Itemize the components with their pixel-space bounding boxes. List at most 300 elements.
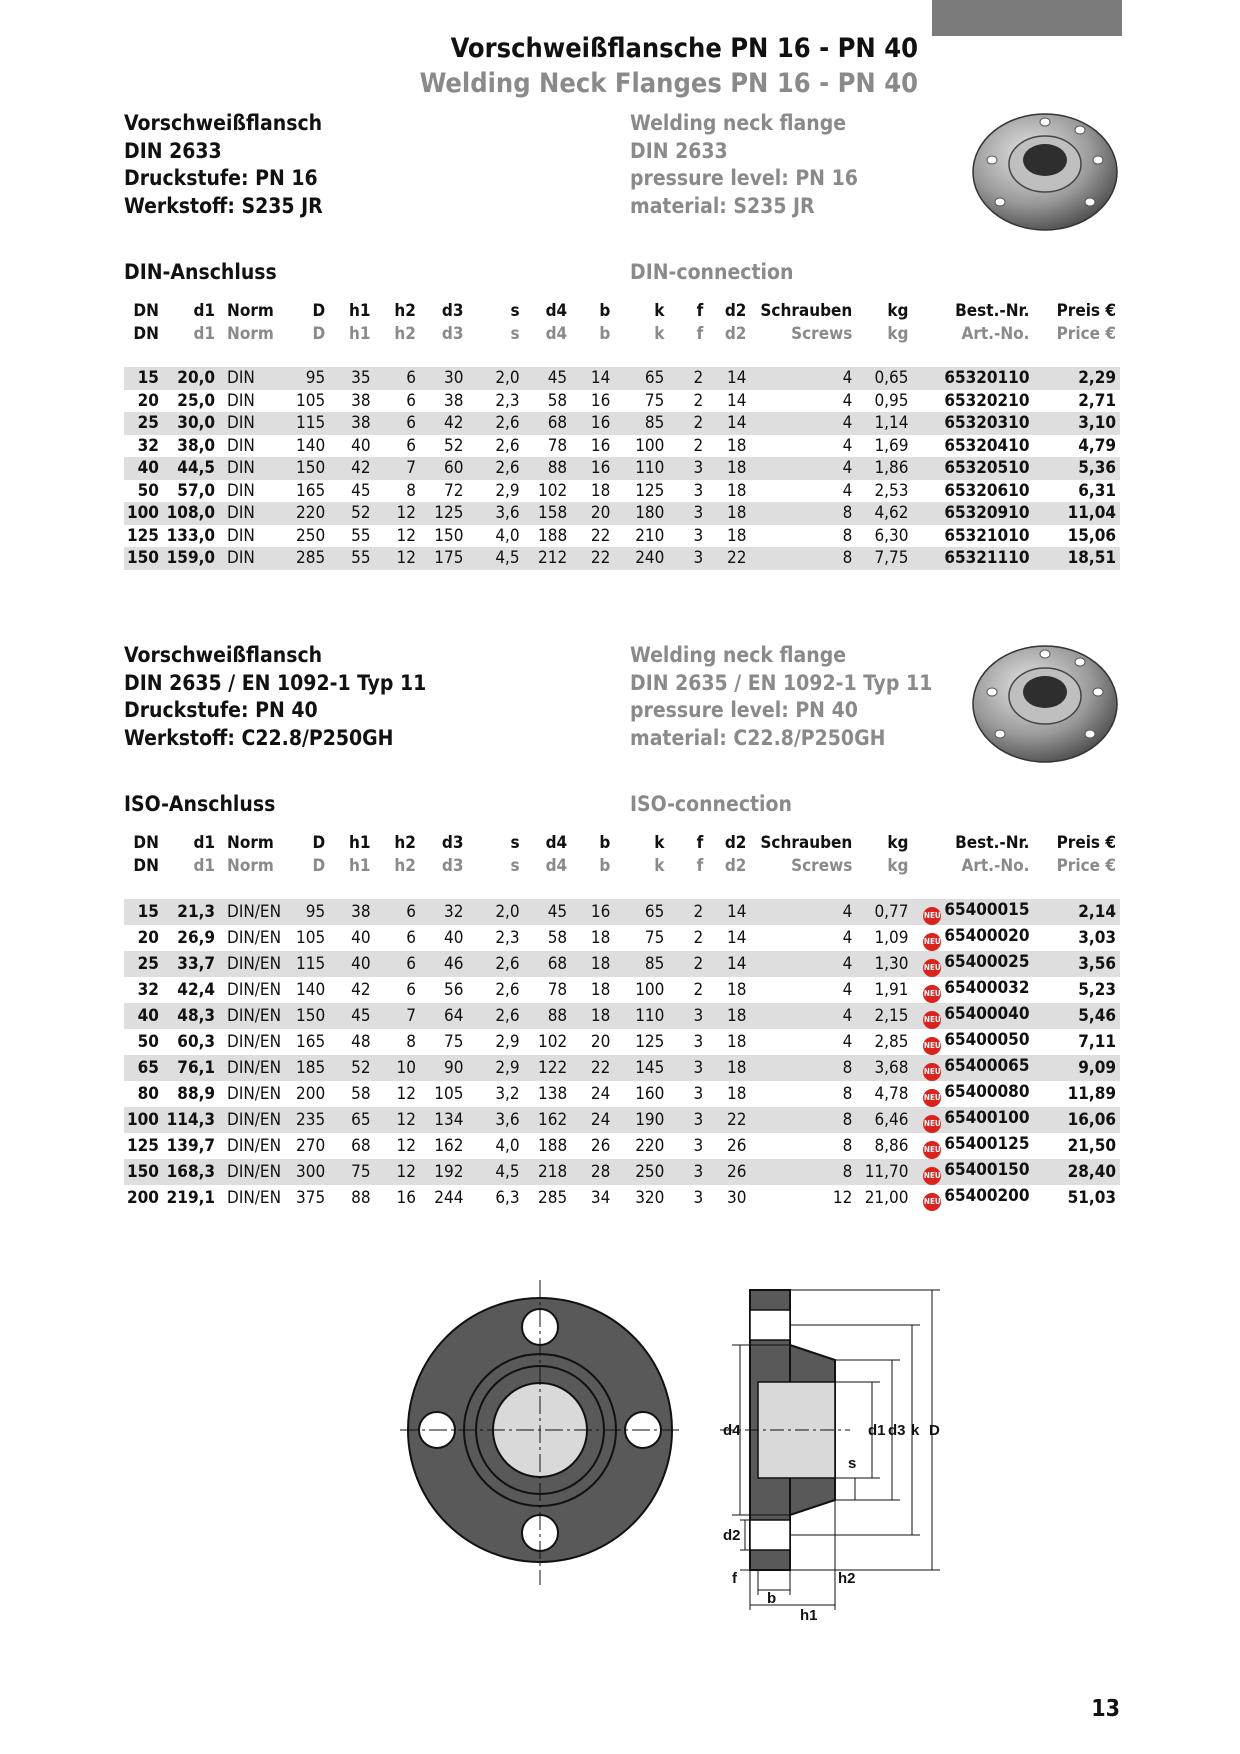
table-cell: 105 (296, 390, 326, 411)
table-cell: 1,09 (874, 927, 909, 948)
col-header: k (654, 855, 665, 876)
table-cell: 4 (750, 367, 856, 390)
table-cell: 15 (124, 899, 163, 925)
col-header: Preis € (1056, 833, 1116, 853)
table-cell: 5,36 (1033, 457, 1120, 480)
table-cell: 4 (842, 435, 853, 456)
table-cell: 18 (726, 1031, 747, 1052)
info-line: material: C22.8/P250GH (630, 725, 886, 750)
col-header: D (312, 323, 326, 344)
table-cell: 44,5 (163, 457, 219, 480)
table-cell: NEU 65400125 (912, 1133, 1033, 1159)
table-body (124, 899, 1120, 1211)
table-cell: 38 (329, 412, 374, 435)
table-cell: 22 (571, 547, 614, 570)
table-cell: 18 (707, 457, 750, 480)
table-cell: 40 (124, 1003, 163, 1029)
table-cell: 18 (726, 435, 747, 456)
section-pn16 (124, 110, 1120, 570)
table-cell: 65321110 (912, 547, 1033, 570)
table-cell: 52 (329, 502, 374, 525)
table-cell: 125 (126, 1135, 159, 1156)
table-cell: 12 (396, 1083, 416, 1104)
table-cell: 88 (524, 1003, 572, 1029)
table-cell: 35 (329, 367, 374, 390)
col-header: s (510, 323, 520, 344)
table-cell: 65 (614, 899, 668, 925)
table-cell: 188 (537, 525, 568, 546)
table-header-de (124, 300, 1120, 323)
table-cell: 162 (524, 1107, 572, 1133)
table-cell: 7,75 (856, 547, 912, 570)
table-cell: 285 (537, 1187, 568, 1208)
table-cell: 140 (296, 435, 326, 456)
table-cell: 16 (571, 899, 614, 925)
table-cell: 150 (124, 547, 163, 570)
table-cell: DIN (219, 547, 295, 570)
table-row (124, 1107, 1120, 1133)
info-line: DIN 2633 (630, 138, 728, 163)
table-cell: 3 (693, 1187, 704, 1208)
table-cell: 14 (726, 927, 747, 948)
table-cell: 85 (614, 412, 668, 435)
col-header: h1 (349, 855, 371, 876)
table-cell: 28,40 (1033, 1159, 1120, 1185)
table-cell: 2 (668, 412, 707, 435)
table-cell: 18 (726, 1083, 747, 1104)
table-cell: 115 (295, 951, 330, 977)
table-cell: 2 (668, 899, 707, 925)
table-cell: 8 (842, 1135, 853, 1156)
table-row (124, 1055, 1120, 1081)
table-cell: DIN/EN (227, 1187, 282, 1208)
table-cell: 12 (375, 1159, 420, 1185)
table-row (124, 525, 1120, 548)
table-cell: 4 (842, 1031, 853, 1052)
table-cell: 14 (726, 390, 747, 411)
table-cell: 12 (375, 1107, 420, 1133)
info-line: Vorschweißflansch (124, 111, 323, 135)
table-cell: 38,0 (177, 435, 216, 456)
table-cell: 11,89 (1067, 1083, 1116, 1104)
table-body (124, 367, 1120, 570)
table-cell: 4 (750, 1003, 856, 1029)
table-cell: 32 (137, 435, 159, 456)
col-header: Norm (227, 301, 274, 321)
table-cell: DIN/EN (219, 1107, 295, 1133)
table-cell: 2 (693, 435, 704, 456)
info-line: Welding neck flange (630, 643, 847, 667)
table-cell: 48,3 (163, 1003, 219, 1029)
col-header: s (510, 855, 520, 876)
table-cell: 21,3 (163, 899, 219, 925)
table-cell: 16,06 (1033, 1107, 1120, 1133)
table-cell: 68 (351, 1135, 371, 1156)
table-row (124, 1159, 1120, 1185)
table-cell: 122 (524, 1055, 572, 1081)
col-header: Price € (1056, 323, 1116, 344)
table-cell: 55 (329, 547, 374, 570)
col-header: D (312, 301, 326, 321)
table-cell: 3 (693, 525, 704, 546)
col-header: k (654, 301, 665, 321)
table-cell: 3 (668, 547, 707, 570)
table-row (124, 1081, 1120, 1107)
table-cell: 1,91 (874, 979, 909, 1000)
col-header: k (654, 323, 665, 344)
table-cell: 8 (842, 525, 853, 546)
table-cell: 4,5 (467, 1159, 523, 1185)
table-cell: 2,9 (495, 480, 520, 501)
table-cell: 220 (635, 1135, 665, 1156)
table-cell: 45 (329, 1003, 374, 1029)
table-cell: 14 (707, 899, 750, 925)
new-badge-icon: NEU (923, 985, 941, 1003)
table-cell: 30,0 (163, 412, 219, 435)
technical-drawing (380, 1265, 980, 1685)
col-header: DN (133, 833, 159, 853)
table-row (124, 1185, 1120, 1211)
table-cell: DIN/EN (219, 1003, 295, 1029)
table-cell: NEU 65400032 (912, 977, 1033, 1003)
table-cell: 192 (420, 1159, 468, 1185)
table-cell: 244 (434, 1187, 464, 1208)
table-cell: 65320910 (912, 502, 1033, 525)
flange-photo (970, 102, 1120, 232)
table-cell: 2 (693, 927, 704, 948)
col-header: h1 (349, 323, 371, 344)
table-cell: DIN/EN (219, 1159, 295, 1185)
table-cell: 8 (406, 1031, 416, 1052)
table-cell: 3 (668, 1159, 707, 1185)
table-cell: 30 (726, 1187, 747, 1208)
product-info-de (124, 642, 426, 752)
table-cell: 20 (571, 502, 614, 525)
table-cell: 150 (124, 1159, 163, 1185)
col-header: Art.-No. (961, 855, 1030, 876)
col-header: DN (133, 301, 159, 321)
col-header: Art.-No. (961, 323, 1030, 344)
table-cell: 38 (444, 390, 464, 411)
col-header: h2 (394, 855, 416, 876)
table-row (124, 390, 1120, 413)
col-header: k (654, 833, 665, 853)
table-cell: 6 (406, 927, 416, 948)
info-line: DIN 2633 (124, 138, 222, 163)
table-cell: 2 (668, 367, 707, 390)
table-cell: 6,30 (874, 525, 909, 546)
table-cell: 26 (726, 1135, 747, 1156)
table-row (124, 1029, 1120, 1055)
table-cell: 8 (750, 1159, 856, 1185)
table-cell: 12 (375, 502, 420, 525)
table-cell: 3,6 (467, 502, 523, 525)
table-cell: 42 (329, 457, 374, 480)
table-cell: NEU 65400200 (912, 1185, 1033, 1211)
table-cell: 180 (614, 502, 668, 525)
col-header: Preis € (1056, 301, 1116, 321)
table-cell: 68 (524, 412, 572, 435)
col-header: b (599, 855, 611, 876)
info-line: DIN 2635 / EN 1092-1 Typ 11 (124, 670, 427, 695)
table-cell: 12 (832, 1187, 853, 1208)
table-cell: 7 (375, 1003, 420, 1029)
table-cell: 3 (693, 1135, 704, 1156)
table-cell: 300 (295, 1159, 330, 1185)
table-cell: 38 (351, 390, 371, 411)
table-cell: 18 (590, 927, 611, 948)
table-cell: 76,1 (163, 1055, 219, 1081)
info-line: Werkstoff: S235 JR (124, 193, 323, 218)
table-cell: 3,6 (467, 1107, 523, 1133)
label-D: D (929, 1422, 940, 1439)
table-cell: 8 (750, 547, 856, 570)
info-line: Werkstoff: C22.8/P250GH (124, 725, 394, 750)
new-badge-icon: NEU (923, 1037, 941, 1055)
table-cell: 58 (547, 927, 568, 948)
table-cell: 4 (750, 457, 856, 480)
col-header: DN (133, 323, 159, 344)
table-cell: 75 (644, 390, 665, 411)
table-cell: 320 (635, 1187, 665, 1208)
table-cell: 2,9 (467, 1055, 523, 1081)
table-cell: 80 (137, 1083, 159, 1104)
table-cell: 165 (296, 1031, 326, 1052)
table-cell: DIN (227, 435, 255, 456)
connection-de: ISO-Anschluss (124, 792, 276, 816)
table-cell: 235 (295, 1107, 330, 1133)
connection-en: DIN-connection (630, 260, 794, 284)
product-info (124, 642, 1120, 792)
product-info-en (630, 110, 858, 220)
table-cell: NEU 65400025 (912, 951, 1033, 977)
label-h1: h1 (800, 1607, 818, 1624)
col-header: d4 (545, 833, 568, 853)
table-cell: 150 (434, 525, 464, 546)
table-cell: 40 (329, 951, 374, 977)
table-cell: 2,0 (467, 899, 523, 925)
table-cell: 125 (126, 525, 159, 546)
table-cell: 2,6 (467, 1003, 523, 1029)
col-header: s (510, 301, 520, 321)
col-header: Best.-Nr. (955, 301, 1030, 321)
table-cell: 38 (329, 899, 374, 925)
col-header: Best.-Nr. (955, 833, 1030, 853)
table-cell: 2,6 (495, 979, 520, 1000)
col-header: d2 (724, 833, 747, 853)
new-badge-icon: NEU (923, 1115, 941, 1133)
table-cell: 140 (296, 979, 326, 1000)
page-number: 13 (1091, 1696, 1120, 1722)
table-cell: 3 (693, 1031, 704, 1052)
table-cell: 75 (444, 1031, 464, 1052)
table-cell: 220 (295, 502, 330, 525)
table-cell: 45 (524, 367, 572, 390)
table-cell: 40 (124, 457, 163, 480)
table-cell: 16 (590, 435, 611, 456)
new-badge-icon: NEU (923, 1141, 941, 1159)
table-cell: 46 (420, 951, 468, 977)
table-cell: 50 (137, 1031, 159, 1052)
table-cell: DIN/EN (227, 927, 282, 948)
table-cell: 58 (351, 1083, 371, 1104)
table-cell: 33,7 (163, 951, 219, 977)
table-cell: 55 (351, 525, 371, 546)
table-cell: 4 (842, 390, 853, 411)
table-cell: 32 (137, 979, 159, 1000)
connection-en: ISO-connection (630, 792, 792, 816)
table-cell: DIN/EN (227, 1135, 282, 1156)
col-header: D (312, 833, 326, 853)
table-cell: 0,77 (856, 899, 912, 925)
label-s: s (848, 1455, 857, 1472)
table-cell: 65321010 (944, 525, 1030, 546)
col-header: b (599, 323, 611, 344)
col-header: f (696, 833, 704, 853)
table-cell: 14 (571, 367, 614, 390)
table-cell: 162 (434, 1135, 464, 1156)
table-cell: 115 (295, 412, 330, 435)
table-cell: 48 (351, 1031, 371, 1052)
table-cell: 210 (635, 525, 665, 546)
table-cell: 18 (726, 979, 747, 1000)
table-cell: 65 (329, 1107, 374, 1133)
table-cell: 4 (750, 951, 856, 977)
table-cell: 30 (420, 367, 468, 390)
table-cell: DIN (227, 480, 255, 501)
table-cell: NEU 65400080 (912, 1081, 1033, 1107)
table-cell: 88,9 (177, 1083, 216, 1104)
col-header: d4 (545, 855, 568, 876)
col-header: h1 (349, 301, 371, 321)
col-header: h1 (349, 833, 371, 853)
table-cell: 4,0 (495, 525, 520, 546)
table-cell: 250 (296, 525, 326, 546)
table-cell: 52 (329, 1055, 374, 1081)
label-b: b (767, 1590, 777, 1607)
page-title: Vorschweißflansche PN 16 - PN 40 (450, 33, 918, 64)
new-badge-icon: NEU (923, 1089, 941, 1107)
table-cell: 25 (124, 951, 163, 977)
table-cell: 11,70 (856, 1159, 912, 1185)
table-cell: 2,85 (874, 1031, 909, 1052)
label-k: k (911, 1422, 920, 1439)
table-cell: 65320510 (912, 457, 1033, 480)
table-cell: 9,09 (1033, 1055, 1120, 1081)
table-cell: 285 (295, 547, 330, 570)
table-cell: NEU 65400065 (912, 1055, 1033, 1081)
table-cell: 42 (351, 979, 371, 1000)
table-cell: 14 (707, 367, 750, 390)
table-cell: 2,9 (495, 1031, 520, 1052)
table-row (124, 547, 1120, 570)
table-cell: 5,46 (1033, 1003, 1120, 1029)
table-cell: DIN (219, 367, 295, 390)
col-header: kg (887, 323, 909, 344)
table-cell: NEU 65400050 (912, 1029, 1033, 1055)
table-cell: 32 (420, 899, 468, 925)
table-cell: 40 (351, 927, 371, 948)
table-cell: 28 (571, 1159, 614, 1185)
table-cell: 3 (668, 1107, 707, 1133)
table-cell: DIN (219, 412, 295, 435)
table-cell: 14 (707, 412, 750, 435)
table-cell: 64 (420, 1003, 468, 1029)
label-f: f (732, 1570, 737, 1587)
table-cell: 78 (547, 435, 568, 456)
table-cell: 6 (406, 979, 416, 1000)
table-cell: 65320210 (944, 390, 1030, 411)
col-header: Screws (791, 855, 853, 876)
spec-table-pn16 (124, 300, 1120, 570)
table-cell: 52 (444, 435, 464, 456)
table-cell: 0,65 (856, 367, 912, 390)
table-cell: 8 (750, 502, 856, 525)
table-cell: DIN/EN (227, 979, 282, 1000)
col-header: d4 (545, 323, 568, 344)
table-cell: 72 (444, 480, 464, 501)
table-cell: 114,3 (163, 1107, 219, 1133)
table-cell: 12 (375, 547, 420, 570)
col-header: d1 (193, 833, 216, 853)
table-row (124, 502, 1120, 525)
col-header: DN (133, 855, 159, 876)
table-cell: DIN (219, 457, 295, 480)
table-cell: 6,3 (495, 1187, 520, 1208)
table-row (124, 1003, 1120, 1029)
table-cell: 20 (137, 390, 159, 411)
table-cell: 2,0 (467, 367, 523, 390)
table-cell: 125 (635, 1031, 665, 1052)
col-header: kg (887, 301, 909, 321)
table-cell: 102 (537, 480, 568, 501)
table-cell: 18 (707, 502, 750, 525)
table-cell: 6 (406, 435, 416, 456)
info-line: pressure level: PN 40 (630, 698, 858, 722)
table-row (124, 435, 1120, 458)
table-cell: 11,04 (1033, 502, 1120, 525)
table-cell: 65 (124, 1055, 163, 1081)
table-cell: 95 (295, 367, 330, 390)
table-cell: 2,6 (467, 951, 523, 977)
table-cell: 58 (547, 390, 568, 411)
table-cell: 16 (396, 1187, 416, 1208)
table-header-de (124, 832, 1120, 855)
table-cell: 6 (375, 899, 420, 925)
col-header: d2 (724, 301, 747, 321)
table-cell: DIN/EN (219, 1055, 295, 1081)
col-header: Schrauben (760, 301, 853, 321)
table-cell: 78 (547, 979, 568, 1000)
table-cell: 175 (420, 547, 468, 570)
table-cell: NEU 65400020 (912, 925, 1033, 951)
table-cell: 4 (842, 979, 853, 1000)
table-cell: 3 (668, 502, 707, 525)
info-line: Welding neck flange (630, 111, 847, 135)
label-d1: d1 (868, 1422, 886, 1439)
col-header: f (696, 301, 704, 321)
col-header: d3 (441, 323, 464, 344)
table-cell: 45 (524, 899, 572, 925)
table-row (124, 412, 1120, 435)
table-row (124, 480, 1120, 503)
table-cell: 65320310 (912, 412, 1033, 435)
table-cell: 110 (614, 1003, 668, 1029)
table-cell: 1,86 (856, 457, 912, 480)
table-cell: 10 (375, 1055, 420, 1081)
table-cell: 145 (614, 1055, 668, 1081)
table-cell: 160 (635, 1083, 665, 1104)
